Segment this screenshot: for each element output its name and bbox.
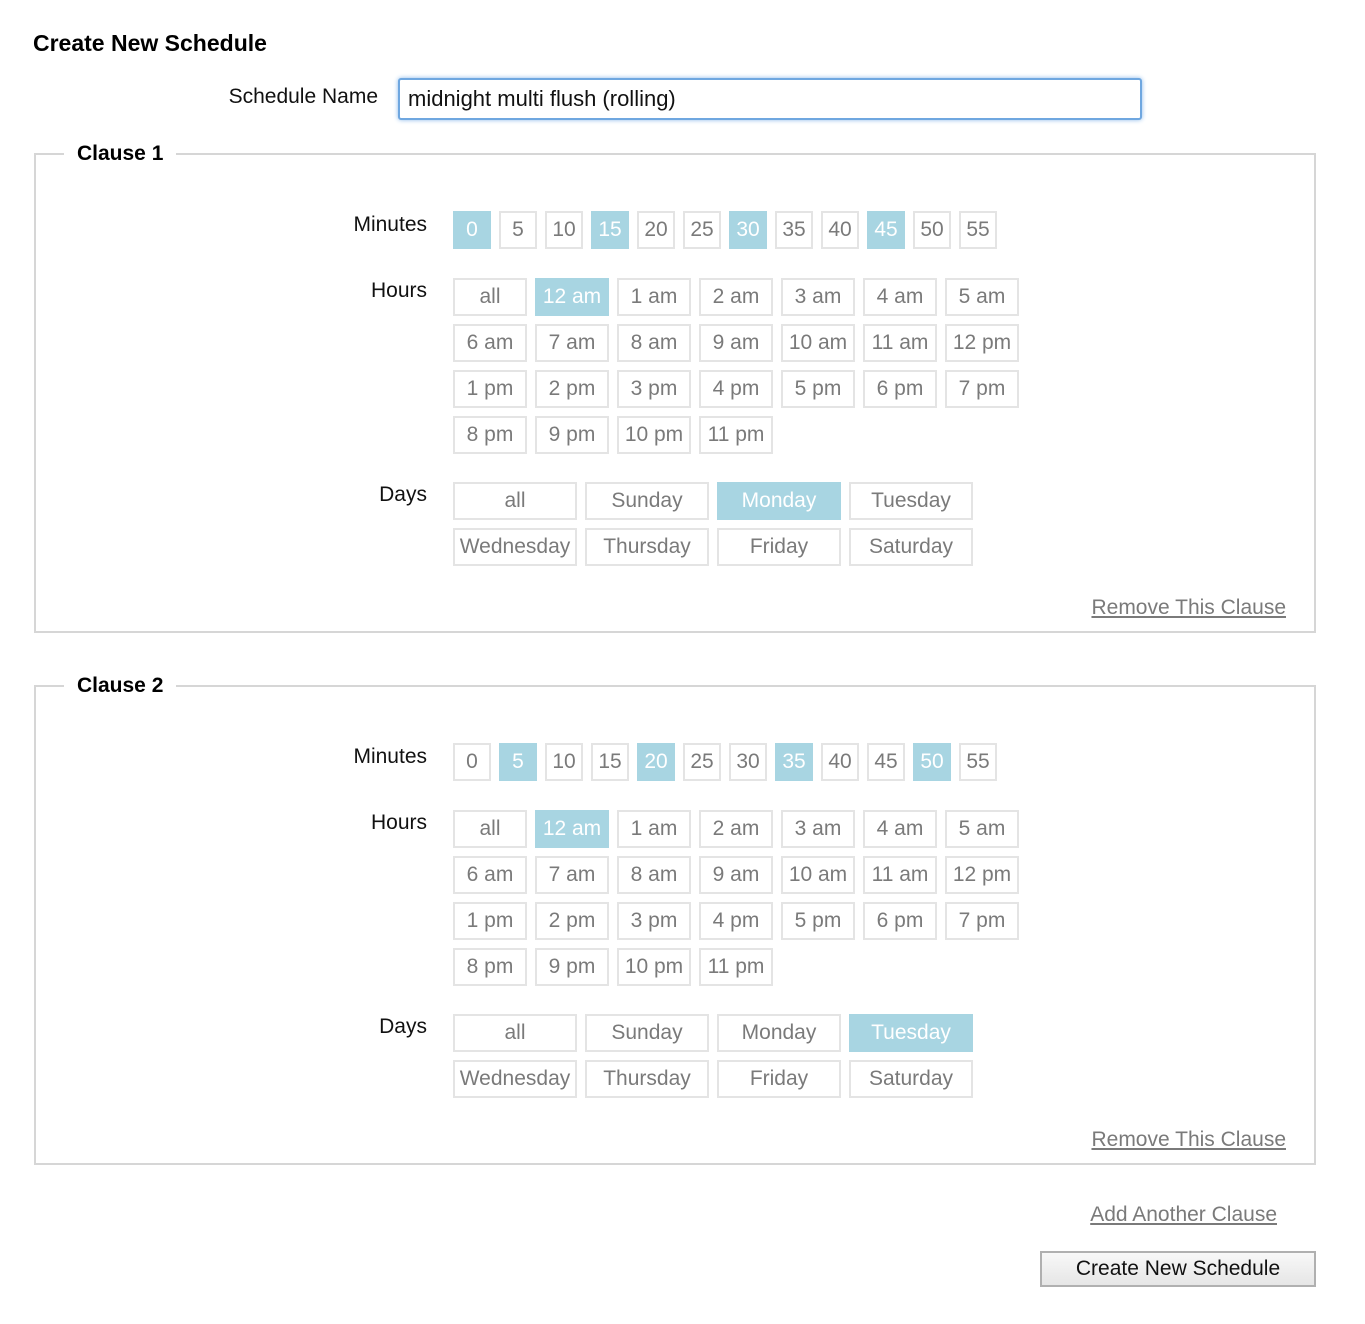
hour-cell[interactable]: 1 pm [453, 370, 527, 408]
day-cell[interactable]: Thursday [585, 528, 709, 566]
hour-cell[interactable]: 8 pm [453, 416, 527, 454]
hour-cell[interactable]: 10 am [781, 856, 855, 894]
minutes-grid [453, 743, 1013, 781]
page-title: Create New Schedule [33, 30, 267, 56]
minute-cell[interactable]: 30 [729, 743, 767, 781]
hour-cell[interactable]: 9 pm [535, 416, 609, 454]
hour-cell[interactable]: 1 am [617, 810, 691, 848]
hour-cell[interactable]: 4 pm [699, 370, 773, 408]
minute-cell[interactable]: 40 [821, 743, 859, 781]
hours-label: Hours [370, 279, 427, 302]
remove-clause-link[interactable]: Remove This Clause [1091, 596, 1286, 619]
hour-cell[interactable]: 3 pm [617, 902, 691, 940]
create-schedule-button[interactable]: Create New Schedule [1040, 1251, 1316, 1287]
hour-cell[interactable]: 7 am [535, 324, 609, 362]
hour-cell[interactable]: 3 pm [617, 370, 691, 408]
hours-label: Hours [370, 811, 427, 834]
days-label: Days [379, 483, 427, 506]
day-cell[interactable]: Saturday [849, 1060, 973, 1098]
add-another-clause-link[interactable]: Add Another Clause [1090, 1203, 1277, 1226]
hour-cell[interactable]: 9 pm [535, 948, 609, 986]
minute-cell[interactable]: 55 [959, 743, 997, 781]
hour-cell[interactable]: 2 pm [535, 370, 609, 408]
minute-cell[interactable]: 35 [775, 743, 813, 781]
hour-cell[interactable]: all [453, 278, 527, 316]
hour-cell[interactable]: 7 am [535, 856, 609, 894]
day-cell[interactable]: Tuesday [849, 1014, 973, 1052]
day-cell[interactable]: Friday [717, 528, 841, 566]
hour-cell[interactable]: 6 pm [863, 902, 937, 940]
day-cell[interactable]: Wednesday [453, 1060, 577, 1098]
hour-cell[interactable]: 3 am [781, 810, 855, 848]
hour-cell[interactable]: 7 pm [945, 370, 1019, 408]
hour-cell[interactable]: 8 am [617, 324, 691, 362]
minute-cell[interactable]: 45 [867, 211, 905, 249]
hour-cell[interactable]: 11 am [863, 856, 937, 894]
minute-cell[interactable]: 5 [499, 743, 537, 781]
hour-cell[interactable]: 4 am [863, 278, 937, 316]
hour-cell[interactable]: 4 pm [699, 902, 773, 940]
day-cell[interactable]: Sunday [585, 1014, 709, 1052]
hour-cell[interactable]: all [453, 810, 527, 848]
minute-cell[interactable]: 50 [913, 743, 951, 781]
clause-2-fieldset [34, 674, 1316, 1165]
minute-cell[interactable]: 10 [545, 211, 583, 249]
hour-cell[interactable]: 6 am [453, 324, 527, 362]
minute-cell[interactable]: 0 [453, 211, 491, 249]
hour-cell[interactable]: 4 am [863, 810, 937, 848]
hour-cell[interactable]: 5 am [945, 278, 1019, 316]
hour-cell[interactable]: 12 pm [945, 324, 1019, 362]
day-cell[interactable]: Saturday [849, 528, 973, 566]
day-cell[interactable]: Monday [717, 482, 841, 520]
minute-cell[interactable]: 55 [959, 211, 997, 249]
hour-cell[interactable]: 6 am [453, 856, 527, 894]
minute-cell[interactable]: 25 [683, 743, 721, 781]
hour-cell[interactable]: 11 pm [699, 948, 773, 986]
minute-cell[interactable]: 20 [637, 211, 675, 249]
minute-cell[interactable]: 45 [867, 743, 905, 781]
minute-cell[interactable]: 0 [453, 743, 491, 781]
clause-title: Clause 2 [64, 670, 176, 702]
hour-cell[interactable]: 12 am [535, 278, 609, 316]
schedule-name-input[interactable] [398, 78, 1142, 120]
hour-cell[interactable]: 9 am [699, 324, 773, 362]
minute-cell[interactable]: 10 [545, 743, 583, 781]
minute-cell[interactable]: 20 [637, 743, 675, 781]
minutes-grid [453, 211, 1013, 249]
hour-cell[interactable]: 12 pm [945, 856, 1019, 894]
minute-cell[interactable]: 15 [591, 211, 629, 249]
hour-cell[interactable]: 10 am [781, 324, 855, 362]
hour-cell[interactable]: 5 am [945, 810, 1019, 848]
hour-cell[interactable]: 8 pm [453, 948, 527, 986]
minute-cell[interactable]: 35 [775, 211, 813, 249]
hour-cell[interactable]: 10 pm [617, 948, 691, 986]
day-cell[interactable]: Wednesday [453, 528, 577, 566]
day-cell[interactable]: all [453, 1014, 577, 1052]
hour-cell[interactable]: 6 pm [863, 370, 937, 408]
minute-cell[interactable]: 50 [913, 211, 951, 249]
clause-1-fieldset [34, 142, 1316, 633]
days-grid [453, 482, 993, 574]
minutes-label: Minutes [353, 745, 427, 768]
minute-cell[interactable]: 5 [499, 211, 537, 249]
hour-cell[interactable]: 1 am [617, 278, 691, 316]
hour-cell[interactable]: 2 am [699, 278, 773, 316]
schedule-name-label: Schedule Name [228, 85, 378, 108]
hour-cell[interactable]: 1 pm [453, 902, 527, 940]
hour-cell[interactable]: 2 am [699, 810, 773, 848]
hours-grid [453, 810, 1033, 994]
hour-cell[interactable]: 10 pm [617, 416, 691, 454]
days-grid [453, 1014, 993, 1106]
hour-cell[interactable]: 3 am [781, 278, 855, 316]
day-cell[interactable]: Tuesday [849, 482, 973, 520]
hour-cell[interactable]: 8 am [617, 856, 691, 894]
day-cell[interactable]: Monday [717, 1014, 841, 1052]
day-cell[interactable]: all [453, 482, 577, 520]
minute-cell[interactable]: 15 [591, 743, 629, 781]
days-label: Days [379, 1015, 427, 1038]
hour-cell[interactable]: 5 pm [781, 370, 855, 408]
schedule-name-row [0, 78, 1365, 122]
minute-cell[interactable]: 40 [821, 211, 859, 249]
day-cell[interactable]: Thursday [585, 1060, 709, 1098]
minute-cell[interactable]: 30 [729, 211, 767, 249]
hours-grid [453, 278, 1033, 462]
day-cell[interactable]: Friday [717, 1060, 841, 1098]
hour-cell[interactable]: 9 am [699, 856, 773, 894]
hour-cell[interactable]: 12 am [535, 810, 609, 848]
hour-cell[interactable]: 11 am [863, 324, 937, 362]
minute-cell[interactable]: 25 [683, 211, 721, 249]
minutes-label: Minutes [353, 213, 427, 236]
clause-title: Clause 1 [64, 138, 176, 170]
hour-cell[interactable]: 5 pm [781, 902, 855, 940]
remove-clause-link[interactable]: Remove This Clause [1091, 1128, 1286, 1151]
hour-cell[interactable]: 11 pm [699, 416, 773, 454]
hour-cell[interactable]: 7 pm [945, 902, 1019, 940]
day-cell[interactable]: Sunday [585, 482, 709, 520]
hour-cell[interactable]: 2 pm [535, 902, 609, 940]
